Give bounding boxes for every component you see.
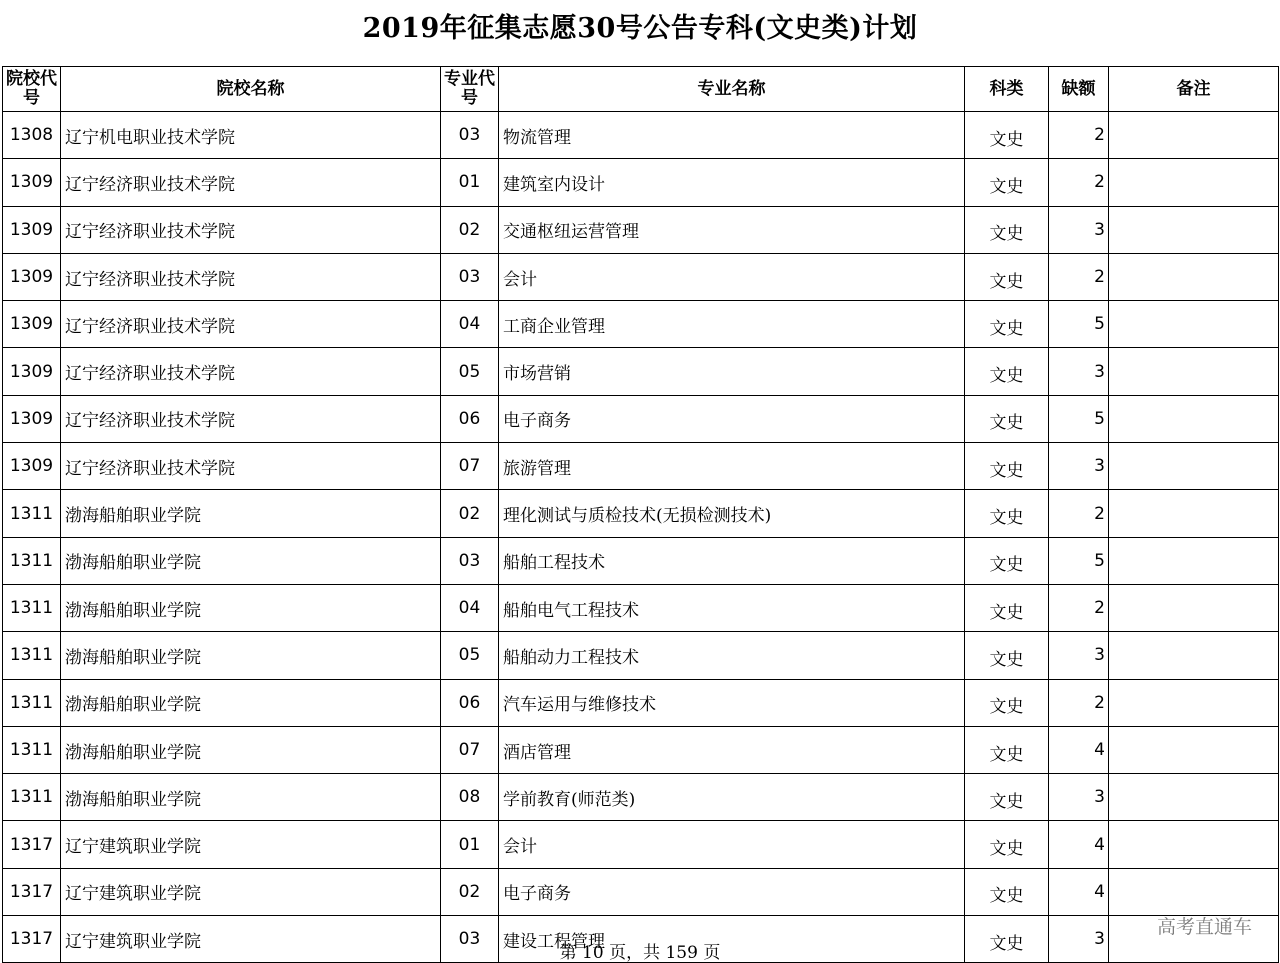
table-row xyxy=(3,253,1279,300)
cell-note xyxy=(1109,443,1279,490)
cell-school-name: 辽宁经济职业技术学院 xyxy=(61,348,441,395)
cell-major-code: 03 xyxy=(441,916,499,963)
watermark: 高考直通车 xyxy=(1156,916,1252,938)
cell-note xyxy=(1109,206,1279,253)
header-school-code: 院校代号 xyxy=(3,67,61,112)
cell-note xyxy=(1109,395,1279,442)
cell-major-name: 建设工程管理 xyxy=(499,916,965,963)
header-major-name: 专业名称 xyxy=(499,67,965,112)
cell-note xyxy=(1109,726,1279,773)
cell-major-name: 船舶工程技术 xyxy=(499,537,965,584)
plan-table xyxy=(2,66,1279,963)
cell-major-code: 02 xyxy=(441,490,499,537)
cell-major-code: 05 xyxy=(441,632,499,679)
cell-note xyxy=(1109,679,1279,726)
cell-major-code: 05 xyxy=(441,348,499,395)
table-row xyxy=(3,395,1279,442)
cell-major-name: 旅游管理 xyxy=(499,443,965,490)
cell-school-code: 1309 xyxy=(3,395,61,442)
cell-major-name: 汽车运用与维修技术 xyxy=(499,679,965,726)
cell-quota: 2 xyxy=(1049,112,1109,159)
cell-school-code: 1311 xyxy=(3,679,61,726)
table-row xyxy=(3,537,1279,584)
table-row xyxy=(3,726,1279,773)
cell-quota: 3 xyxy=(1049,206,1109,253)
cell-school-name: 渤海船舶职业学院 xyxy=(61,632,441,679)
cell-quota: 2 xyxy=(1049,253,1109,300)
cell-quota: 3 xyxy=(1049,774,1109,821)
cell-major-name: 船舶电气工程技术 xyxy=(499,584,965,631)
cell-major-name: 电子商务 xyxy=(499,868,965,915)
cell-category: 文史 xyxy=(965,395,1049,442)
table-row xyxy=(3,821,1279,868)
cell-major-code: 03 xyxy=(441,112,499,159)
cell-school-name: 辽宁经济职业技术学院 xyxy=(61,206,441,253)
cell-category: 文史 xyxy=(965,301,1049,348)
cell-school-name: 渤海船舶职业学院 xyxy=(61,679,441,726)
page-footer: 第 10 页，共 159 页 xyxy=(559,943,721,963)
cell-school-name: 辽宁经济职业技术学院 xyxy=(61,253,441,300)
cell-note xyxy=(1109,868,1279,915)
cell-note xyxy=(1109,348,1279,395)
cell-major-code: 01 xyxy=(441,821,499,868)
cell-major-code: 02 xyxy=(441,868,499,915)
header-category: 科类 xyxy=(965,67,1049,112)
table-row xyxy=(3,112,1279,159)
cell-note xyxy=(1109,584,1279,631)
cell-school-name: 辽宁经济职业技术学院 xyxy=(61,443,441,490)
cell-school-code: 1311 xyxy=(3,726,61,773)
cell-school-code: 1309 xyxy=(3,159,61,206)
cell-major-code: 01 xyxy=(441,159,499,206)
table-row xyxy=(3,490,1279,537)
cell-school-name: 渤海船舶职业学院 xyxy=(61,726,441,773)
cell-school-code: 1311 xyxy=(3,537,61,584)
cell-quota: 4 xyxy=(1049,868,1109,915)
cell-major-name: 建筑室内设计 xyxy=(499,159,965,206)
cell-category: 文史 xyxy=(965,584,1049,631)
cell-school-code: 1309 xyxy=(3,301,61,348)
cell-school-name: 辽宁建筑职业学院 xyxy=(61,868,441,915)
cell-note xyxy=(1109,821,1279,868)
cell-category: 文史 xyxy=(965,537,1049,584)
table-row xyxy=(3,443,1279,490)
header-school-name: 院校名称 xyxy=(61,67,441,112)
cell-school-code: 1317 xyxy=(3,821,61,868)
cell-category: 文史 xyxy=(965,868,1049,915)
cell-major-name: 交通枢纽运营管理 xyxy=(499,206,965,253)
cell-major-name: 学前教育(师范类) xyxy=(499,774,965,821)
cell-major-name: 电子商务 xyxy=(499,395,965,442)
cell-quota: 5 xyxy=(1049,301,1109,348)
cell-school-name: 辽宁建筑职业学院 xyxy=(61,821,441,868)
cell-quota: 2 xyxy=(1049,159,1109,206)
cell-note xyxy=(1109,253,1279,300)
table-row xyxy=(3,301,1279,348)
cell-quota: 3 xyxy=(1049,443,1109,490)
cell-quota: 3 xyxy=(1049,348,1109,395)
cell-category: 文史 xyxy=(965,253,1049,300)
cell-major-code: 02 xyxy=(441,206,499,253)
cell-major-name: 物流管理 xyxy=(499,112,965,159)
cell-school-code: 1317 xyxy=(3,916,61,963)
cell-note xyxy=(1109,112,1279,159)
cell-school-code: 1309 xyxy=(3,253,61,300)
cell-major-name: 会计 xyxy=(499,821,965,868)
cell-quota: 4 xyxy=(1049,821,1109,868)
table-row xyxy=(3,632,1279,679)
cell-category: 文史 xyxy=(965,726,1049,773)
cell-note xyxy=(1109,774,1279,821)
cell-quota: 5 xyxy=(1049,537,1109,584)
cell-category: 文史 xyxy=(965,679,1049,726)
cell-category: 文史 xyxy=(965,821,1049,868)
cell-category: 文史 xyxy=(965,774,1049,821)
cell-school-name: 辽宁经济职业技术学院 xyxy=(61,301,441,348)
table-row xyxy=(3,206,1279,253)
cell-school-code: 1311 xyxy=(3,490,61,537)
cell-major-code: 04 xyxy=(441,584,499,631)
cell-category: 文史 xyxy=(965,443,1049,490)
cell-major-name: 会计 xyxy=(499,253,965,300)
cell-school-code: 1317 xyxy=(3,868,61,915)
cell-category: 文史 xyxy=(965,159,1049,206)
cell-major-code: 06 xyxy=(441,395,499,442)
cell-quota: 3 xyxy=(1049,632,1109,679)
cell-quota: 5 xyxy=(1049,395,1109,442)
cell-major-name: 船舶动力工程技术 xyxy=(499,632,965,679)
cell-quota: 4 xyxy=(1049,726,1109,773)
cell-major-name: 理化测试与质检技术(无损检测技术) xyxy=(499,490,965,537)
cell-major-code: 08 xyxy=(441,774,499,821)
cell-major-code: 06 xyxy=(441,679,499,726)
cell-school-name: 渤海船舶职业学院 xyxy=(61,490,441,537)
cell-school-code: 1308 xyxy=(3,112,61,159)
cell-school-code: 1309 xyxy=(3,443,61,490)
page-title: 2019年征集志愿30号公告专科(文史类)计划 xyxy=(362,13,918,44)
cell-quota: 2 xyxy=(1049,584,1109,631)
cell-major-name: 工商企业管理 xyxy=(499,301,965,348)
cell-school-code: 1311 xyxy=(3,632,61,679)
header-note: 备注 xyxy=(1109,67,1279,112)
cell-major-code: 04 xyxy=(441,301,499,348)
cell-category: 文史 xyxy=(965,490,1049,537)
cell-category: 文史 xyxy=(965,112,1049,159)
cell-major-code: 07 xyxy=(441,726,499,773)
cell-major-code: 03 xyxy=(441,253,499,300)
table-row xyxy=(3,868,1279,915)
cell-note xyxy=(1109,632,1279,679)
table-row xyxy=(3,159,1279,206)
table-row xyxy=(3,348,1279,395)
cell-category: 文史 xyxy=(965,206,1049,253)
cell-category: 文史 xyxy=(965,632,1049,679)
cell-major-code: 07 xyxy=(441,443,499,490)
header-major-code: 专业代号 xyxy=(441,67,499,112)
cell-school-code: 1311 xyxy=(3,584,61,631)
cell-school-name: 辽宁经济职业技术学院 xyxy=(61,159,441,206)
cell-note xyxy=(1109,537,1279,584)
cell-school-name: 渤海船舶职业学院 xyxy=(61,537,441,584)
cell-school-code: 1309 xyxy=(3,348,61,395)
cell-category: 文史 xyxy=(965,348,1049,395)
cell-note xyxy=(1109,490,1279,537)
table-row xyxy=(3,679,1279,726)
table-header-row xyxy=(3,67,1279,112)
cell-school-name: 渤海船舶职业学院 xyxy=(61,584,441,631)
cell-major-name: 酒店管理 xyxy=(499,726,965,773)
cell-quota: 3 xyxy=(1049,916,1109,963)
cell-school-name: 渤海船舶职业学院 xyxy=(61,774,441,821)
cell-major-code: 03 xyxy=(441,537,499,584)
table-row xyxy=(3,584,1279,631)
cell-quota: 2 xyxy=(1049,490,1109,537)
cell-major-name: 市场营销 xyxy=(499,348,965,395)
cell-note xyxy=(1109,159,1279,206)
header-quota: 缺额 xyxy=(1049,67,1109,112)
table-row xyxy=(3,774,1279,821)
cell-school-name: 辽宁经济职业技术学院 xyxy=(61,395,441,442)
cell-note xyxy=(1109,301,1279,348)
cell-school-code: 1311 xyxy=(3,774,61,821)
cell-school-code: 1309 xyxy=(3,206,61,253)
cell-school-name: 辽宁机电职业技术学院 xyxy=(61,112,441,159)
cell-school-name: 辽宁建筑职业学院 xyxy=(61,916,441,963)
cell-quota: 2 xyxy=(1049,679,1109,726)
cell-category: 文史 xyxy=(965,916,1049,963)
